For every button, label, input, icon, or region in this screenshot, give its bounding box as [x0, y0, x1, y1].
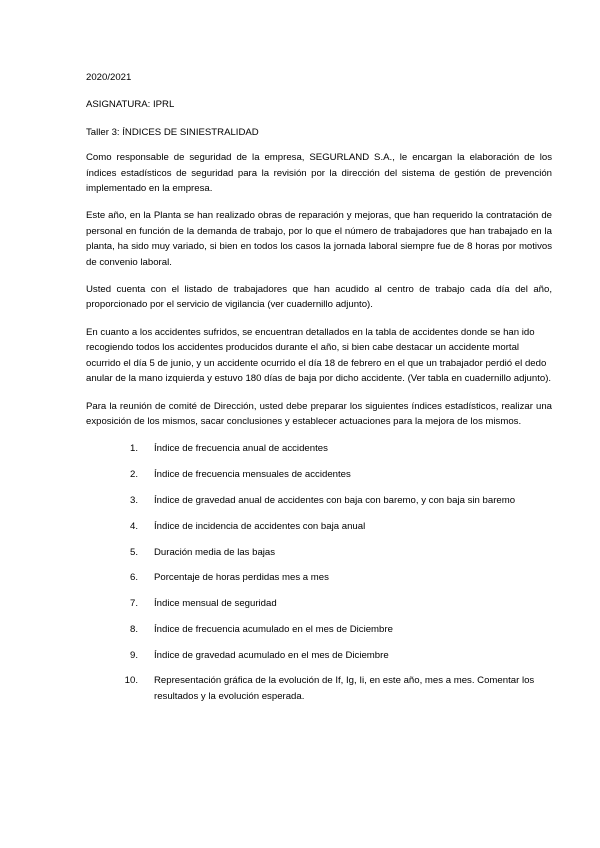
list-item-text: Índice de frecuencia acumulado en el mes de Diciembre: [154, 623, 393, 635]
list-item-number: 9.: [129, 649, 138, 661]
list-item: [120, 622, 552, 637]
list-item: [120, 493, 552, 508]
paragraph-plant-works: Este año, en la Planta se han realizado obras de reparación y mejoras, que han requerido la contratación de personal en función de la demanda de trabajo, por lo que el número de trabajadores que han trabajado en la planta, ha sido muy variado, si bien en todos los casos la jornada laboral siempre fue de 8 horas por motivos de convenio laboral.: [86, 210, 552, 268]
paragraph-intro: Como responsable de seguridad de la empresa, SEGURLAND S.A., le encargan la elaboración de los índices estadísticos de seguridad para la revisión por la dirección del sistema de gestión de prevención implementado en la empresa.: [86, 152, 552, 195]
list-item-number: 7.: [129, 598, 138, 610]
list-item-number: 5.: [129, 546, 138, 558]
list-item-text: Duración media de las bajas: [154, 546, 276, 558]
list-item-number: 3.: [129, 494, 138, 506]
list-item: [120, 467, 552, 482]
list-item-number: 6.: [129, 572, 138, 584]
list-item-text: Índice de gravedad anual de accidentes con baja con baremo, y con baja sin baremo: [154, 494, 516, 506]
academic-year: 2020/2021: [86, 72, 132, 83]
paragraph-worker-list: Usted cuenta con el listado de trabajadores que han acudido al centro de trabajo cada día del año, proporcionado por el servicio de vigilancia (ver cuadernillo adjunto).: [86, 284, 552, 311]
list-item-text: Índice mensual de seguridad: [154, 598, 277, 610]
list-item-number: 1.: [129, 443, 138, 455]
list-item-text: Representación gráfica de la evolución de If, Ig, Ii, en este año, mes a mes. Comentar los resultados y la evolución esperada.: [154, 675, 535, 702]
list-item-text: Índice de incidencia de accidentes con baja anual: [154, 520, 366, 532]
paragraph-committee: Para la reunión de comité de Dirección, usted debe preparar los siguientes índices estadísticos, realizar una exposición de los mismos, sacar conclusiones y establecer actuaciones para la mejora de los mismos.: [86, 400, 552, 427]
task-list: [86, 441, 552, 704]
list-item: [120, 596, 552, 611]
list-item-text: Índice de gravedad acumulado en el mes de Diciembre: [154, 649, 389, 661]
list-item-number: 2.: [129, 469, 138, 481]
document-body: [86, 70, 552, 715]
paragraph-accidents: En cuanto a los accidentes sufridos, se encuentran detallados en la tabla de accidentes donde se han ido recogiendo todos los accidentes producidos durante el año, si bien cabe destacar un accidente mortal ocurrido el día 5 de junio, y un accidente ocurrido el día 18 de febrero en el que un trabajador perdió el dedo anular de la mano izquierda y estuvo 180 días de baja por dicho accidente. (Ver tabla en cuadernillo adjunto).: [86, 326, 552, 385]
list-item-text: Porcentaje de horas perdidas mes a mes: [154, 572, 329, 584]
list-item: [120, 519, 552, 534]
list-item-number: 4.: [129, 520, 138, 532]
list-item: [120, 673, 552, 704]
list-item: [120, 570, 552, 585]
list-item: [120, 545, 552, 560]
list-item-number: 8.: [129, 623, 138, 635]
workshop-title: Taller 3: ÍNDICES DE SINIESTRALIDAD: [86, 126, 259, 138]
list-item: [120, 441, 552, 456]
subject-heading: ASIGNATURA: IPRL: [86, 99, 175, 111]
list-item-number: 10.: [124, 675, 138, 687]
list-item: [120, 648, 552, 663]
list-item-text: Índice de frecuencia anual de accidentes: [154, 443, 328, 455]
list-item-text: Índice de frecuencia mensuales de accidentes: [154, 469, 351, 481]
